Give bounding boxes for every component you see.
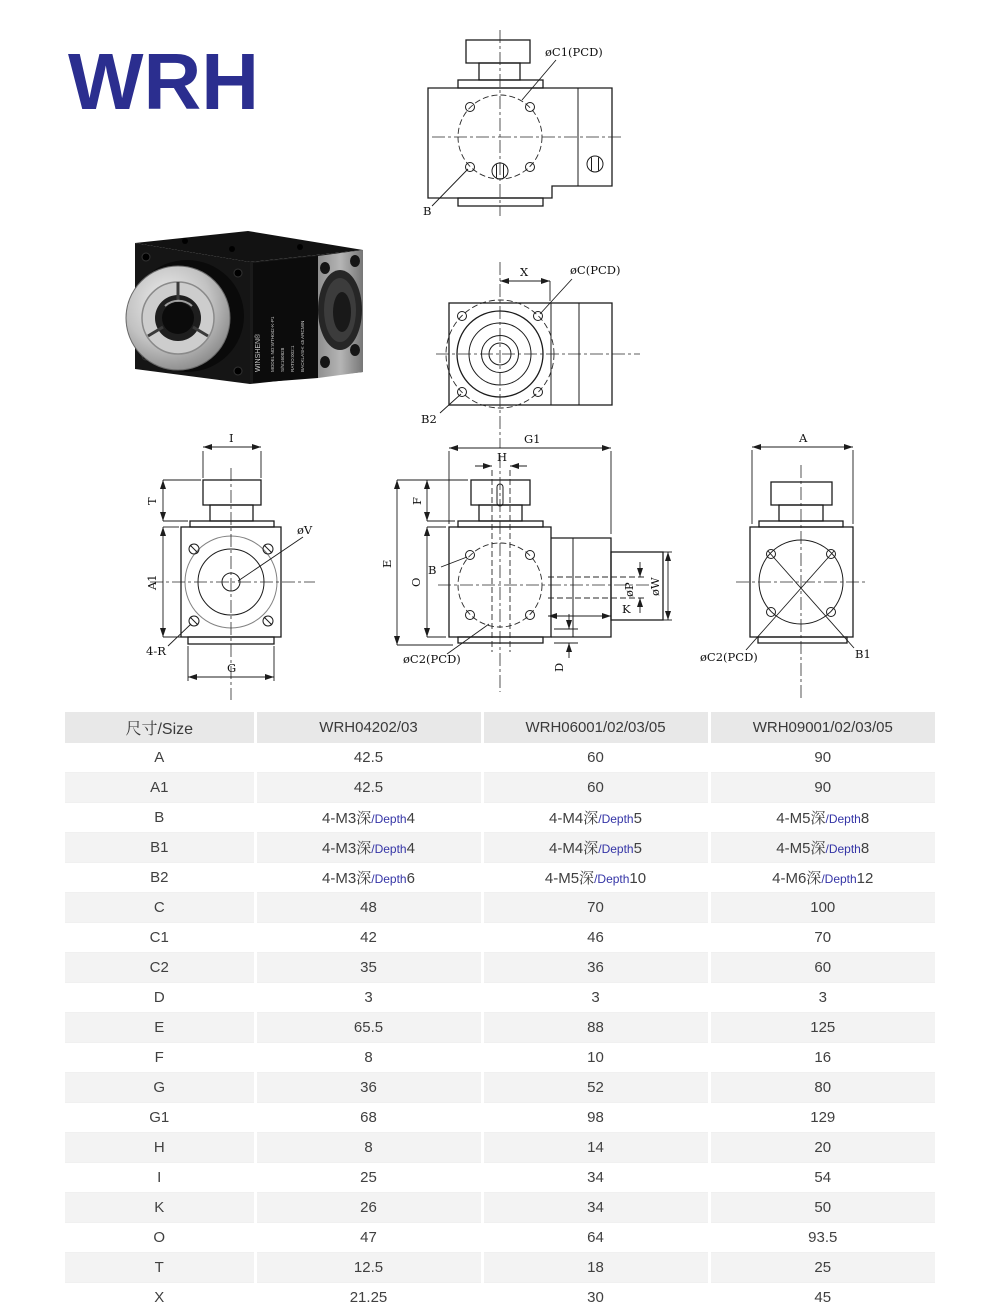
depth-label: /Depth [825,812,861,826]
value-cell: 8 [255,1133,482,1163]
value-cell: 129 [709,1103,935,1133]
thread-spec: 4-M4深 [549,840,599,857]
thread-spec: 4-M4深 [549,810,599,827]
value-cell: 3 [255,983,482,1013]
dim-label-c2: øC2(PCD) [700,650,758,664]
dim-label-w: øW [648,577,662,596]
value-cell: 42.5 [255,743,482,773]
table-row [65,1103,935,1133]
thread-spec: 4-M3深 [322,840,372,857]
thread-spec: 4-M5深 [544,870,595,887]
drawing-left-view [145,431,315,700]
value-cell: 34 [482,1163,709,1193]
table-row [65,1163,935,1193]
value-cell: 50 [709,1193,935,1223]
value-cell: 8 [255,1043,482,1073]
depth-label: /Depth [371,812,407,826]
sticker-line: S/N:160828 [280,347,285,372]
depth-value: 4 [406,840,415,857]
column-header-model3: WRH09001/02/03/05 [709,712,935,743]
dim-label-k: K [622,602,631,616]
size-label: B1 [65,833,255,863]
value-cell: 52 [482,1073,709,1103]
table-row [65,773,935,803]
value-cell: 20 [709,1133,935,1163]
table-row [65,803,935,833]
thread-spec: 4-M5深 [776,810,826,827]
value-cell [255,833,482,863]
depth-value: 4 [406,810,415,827]
value-cell [482,803,709,833]
value-cell: 12.5 [255,1253,482,1283]
size-label: C2 [65,953,255,983]
brand-logo: WRH [68,37,260,126]
size-label: H [65,1133,255,1163]
table-row [65,833,935,863]
drawing-side-view [380,432,672,692]
depth-value: 5 [633,840,642,857]
size-label: A [154,749,165,766]
depth-value: 8 [860,810,870,827]
column-header-model2: WRH06001/02/03/05 [482,712,709,743]
dim-label-b2: B2 [421,412,437,426]
table-row [65,1253,935,1283]
value-cell: 18 [482,1253,709,1283]
depth-label: /Depth [598,812,634,826]
dim-label-a1: A1 [145,574,159,590]
dim-label-c1: øC1(PCD) [545,45,603,59]
thread-spec: 4-M3深 [322,810,372,827]
value-cell [709,833,935,863]
depth-label: /Depth [371,872,407,886]
column-header-size: 尺寸/Size [65,712,255,743]
value-cell: 36 [482,953,709,983]
value-cell: 21.25 [255,1283,482,1302]
value-cell: 3 [482,983,709,1013]
table-row [65,983,935,1013]
depth-label: /Depth [598,842,634,856]
value-cell: 26 [255,1193,482,1223]
depth-value: 10 [629,870,647,887]
depth-value: 6 [406,870,415,887]
table-row [65,923,935,953]
dim-label-c2: øC2(PCD) [403,652,461,666]
value-cell: 48 [255,893,482,923]
table-row [65,1283,935,1302]
dimension-table [65,712,935,1302]
value-cell: 45 [709,1283,935,1302]
dim-label-x: X [520,265,529,279]
table-row [65,1013,935,1043]
value-cell: 16 [709,1043,935,1073]
dim-label-c: øC(PCD) [570,263,621,277]
size-label: B [154,809,165,826]
size-label: A1 [65,773,255,803]
depth-label: /Depth [821,872,857,886]
dim-label-b1: B1 [855,647,871,661]
value-cell: 36 [255,1073,482,1103]
value-cell: 70 [709,923,935,953]
value-cell: 54 [709,1163,935,1193]
size-label: F [154,1049,164,1066]
size-label: X [154,1289,165,1302]
size-label: G [65,1073,255,1103]
table-row [65,1193,935,1223]
dim-label-o: O [409,577,423,587]
dim-label-i: I [229,431,234,445]
depth-value: 12 [856,870,874,887]
table-row [65,743,935,773]
value-cell [709,863,935,893]
value-cell: 3 [709,983,935,1013]
size-label: O [153,1229,166,1246]
value-cell: 98 [482,1103,709,1133]
sticker-line: RATIO:002:1 [290,345,295,372]
table-row [65,1133,935,1163]
dim-label-b: B [423,204,432,218]
value-cell: 60 [709,953,935,983]
drawing-front-view [421,262,640,448]
value-cell: 68 [255,1103,482,1133]
value-cell: 70 [482,893,709,923]
dim-label-e: E [380,559,394,568]
size-label: D [153,989,165,1006]
value-cell: 88 [482,1013,709,1043]
thread-spec: 4-M5深 [776,840,826,857]
value-cell: 60 [482,743,709,773]
dim-label-g1: G1 [524,432,541,446]
dim-label-p: øP [622,582,636,597]
value-cell [255,803,482,833]
size-label: I [157,1169,162,1186]
thread-spec: 4-M6深 [772,870,822,887]
size-label: B2 [150,869,169,886]
depth-label: /Depth [371,842,407,856]
table-row [65,953,935,983]
set-screw-icon [587,156,603,172]
dim-label-a: A [799,431,808,445]
value-cell [482,863,709,893]
value-cell: 90 [709,743,935,773]
value-cell: 42 [255,923,482,953]
drawing-top-view [423,30,622,218]
table-header-row [65,712,935,743]
dim-label-4r: 4-R [146,644,166,658]
value-cell [482,833,709,863]
sticker-line: BACKLASH: ≤5 ARCMIN [300,320,305,372]
thread-spec: 4-M3深 [322,870,372,887]
value-cell: 34 [482,1193,709,1223]
value-cell: 35 [255,953,482,983]
dim-label-b: B [428,563,437,577]
dim-label-d: D [552,662,566,672]
dim-label-g: G [227,661,237,675]
value-cell: 65.5 [255,1013,482,1043]
value-cell: 25 [255,1163,482,1193]
value-cell: 10 [482,1043,709,1073]
dim-table-body [65,743,935,1302]
table-row [65,1073,935,1103]
dim-label-t: T [145,497,159,505]
value-cell: 47 [255,1223,482,1253]
table-row [65,1223,935,1253]
dim-label-f: F [410,497,424,505]
size-label: C1 [149,929,169,946]
size-label: K [65,1193,255,1223]
table-row [65,893,935,923]
size-label: C [65,893,255,923]
dim-label-h: H [497,450,508,464]
value-cell: 80 [709,1073,935,1103]
size-label: T [65,1253,255,1283]
sticker-line: MODEL NO:WTH042-K-P1 [270,316,275,372]
value-cell: 60 [482,773,709,803]
depth-value: 8 [860,840,870,857]
value-cell: 30 [482,1283,709,1302]
size-label: G1 [149,1109,170,1126]
size-label: E [65,1013,255,1043]
table-row [65,1043,935,1073]
value-cell: 46 [482,923,709,953]
depth-label: /Depth [825,842,861,856]
product-photo [120,225,375,400]
value-cell: 64 [482,1223,709,1253]
depth-value: 5 [633,810,642,827]
table-row [65,863,935,893]
depth-label: /Depth [594,872,630,886]
column-header-model1: WRH04202/03 [255,712,482,743]
value-cell: 25 [709,1253,935,1283]
dim-label-v: øV [297,523,313,537]
value-cell [255,863,482,893]
label-sticker [253,256,318,383]
value-cell: 90 [709,773,935,803]
value-cell: 125 [709,1013,935,1043]
value-cell [709,803,935,833]
value-cell: 42.5 [255,773,482,803]
sticker-line: WINSHEN® [255,333,262,372]
value-cell: 14 [482,1133,709,1163]
value-cell: 100 [709,893,935,923]
drawing-rear-view [700,431,871,700]
value-cell: 93.5 [709,1223,935,1253]
